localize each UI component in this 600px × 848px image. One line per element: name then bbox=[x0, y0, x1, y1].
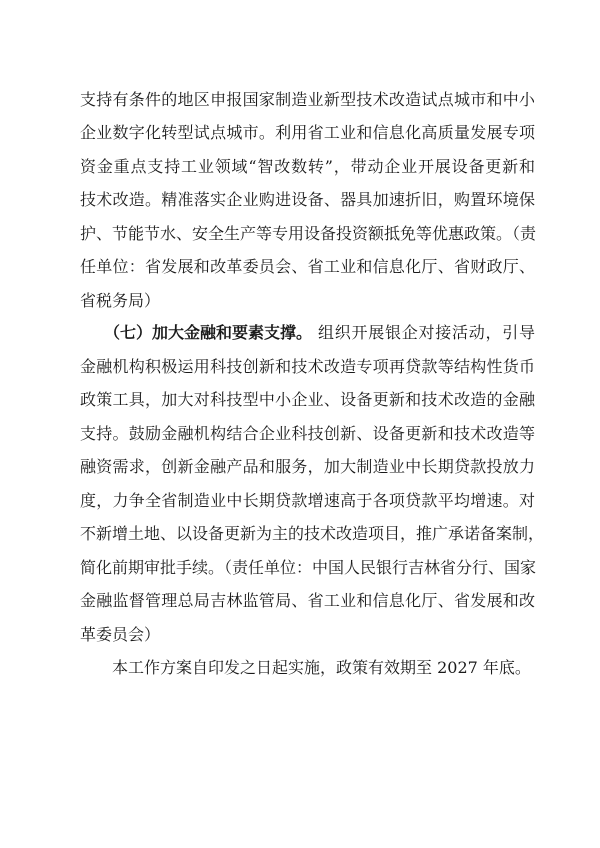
text-line-content: 简化前期审批手续。（责任单位：中国人民银行吉林省分行、国家 bbox=[80, 558, 537, 577]
text-line-content: 支持有条件的地区申报国家制造业新型技术改造试点城市和中小 bbox=[80, 90, 535, 109]
text-line bbox=[0, 387, 600, 413]
text-line-content: 支持。鼓励金融机构结合企业科技创新、设备更新和技术改造等 bbox=[80, 424, 535, 443]
text-line bbox=[0, 488, 600, 514]
text-line-content: 本工作方案自印发之日起实施，政策有效期至 2027 年底。 bbox=[112, 658, 531, 677]
text-line-content: 资金重点支持工业领域“智改数转”，带动企业开展设备更新和 bbox=[80, 157, 535, 176]
text-line bbox=[0, 421, 600, 447]
text-line-content: 金融机构积极运用科技创新和技术改造专项再贷款等结构性货币 bbox=[80, 357, 535, 376]
text-line-content: 护、节能节水、安全生产等专用设备投资额抵免等优惠政策。（责 bbox=[80, 224, 537, 243]
text-line bbox=[0, 588, 600, 614]
text-line-content: 省税务局） bbox=[80, 291, 161, 310]
text-line-content: 组织开展银企对接活动，引导 bbox=[318, 323, 535, 342]
text-line bbox=[0, 454, 600, 480]
text-line bbox=[0, 120, 600, 146]
text-line-content: 企业数字化转型试点城市。利用省工业和信息化高质量发展专项 bbox=[80, 123, 535, 142]
text-line bbox=[0, 154, 600, 180]
text-line bbox=[0, 655, 600, 681]
text-line bbox=[0, 187, 600, 213]
section-heading: （七）加大金融和要素支撑。 bbox=[104, 323, 313, 342]
text-line bbox=[0, 555, 600, 581]
text-line-content: 任单位：省发展和改革委员会、省工业和信息化厅、省财政厅、 bbox=[80, 257, 535, 276]
text-line-content: 度，力争全省制造业中长期贷款增速高于各项贷款平均增速。对 bbox=[80, 491, 535, 510]
text-line-content: 金融监督管理总局吉林监管局、省工业和信息化厅、省发展和改 bbox=[80, 591, 535, 610]
text-line bbox=[0, 521, 600, 547]
text-line-content: 融资需求，创新金融产品和服务，加大制造业中长期贷款投放力 bbox=[80, 457, 535, 476]
text-line bbox=[0, 254, 600, 280]
text-line-content: 政策工具，加大对科技型中小企业、设备更新和技术改造的金融 bbox=[80, 390, 535, 409]
text-line-content: 技术改造。精准落实企业购进设备、器具加速折旧，购置环境保 bbox=[80, 190, 535, 209]
text-line-content: 革委员会） bbox=[80, 625, 161, 644]
text-line bbox=[0, 288, 600, 314]
text-line-content: 不新增土地、以设备更新为主的技术改造项目，推广承诺备案制， bbox=[80, 524, 545, 543]
section-heading-line bbox=[0, 320, 600, 346]
text-line bbox=[0, 221, 600, 247]
text-line bbox=[0, 622, 600, 648]
text-line bbox=[0, 87, 600, 113]
text-line bbox=[0, 354, 600, 380]
